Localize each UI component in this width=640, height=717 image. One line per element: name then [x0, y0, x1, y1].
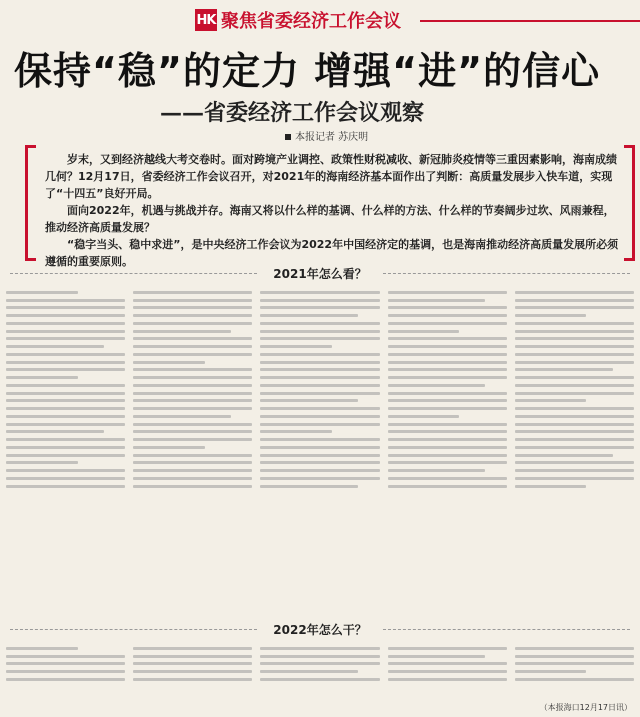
text-line	[133, 407, 252, 410]
text-line	[515, 407, 634, 410]
section-divider-2021	[0, 264, 640, 282]
text-line	[260, 454, 379, 457]
text-line	[515, 330, 634, 333]
text-line	[388, 314, 507, 317]
lead-paragraph: 面向2022年，机遇与挑战并存。海南又将以什么样的基调、什么样的方法、什么样的节奏阔步过坎、风雨兼程，推动经济高质量发展？	[45, 204, 615, 234]
text-line	[260, 461, 379, 464]
text-line	[515, 322, 634, 325]
text-line	[515, 469, 634, 472]
text-line	[133, 353, 252, 356]
text-line	[260, 368, 379, 371]
section-title-2021: 2021年怎么看？	[273, 266, 367, 281]
text-line	[133, 376, 252, 379]
text-line	[388, 469, 486, 472]
body-text-column	[260, 286, 379, 616]
text-line	[6, 647, 78, 650]
body-text-column	[6, 642, 125, 714]
text-line	[6, 454, 125, 457]
byline	[285, 128, 368, 143]
text-line	[388, 330, 460, 333]
body-text-column	[6, 286, 125, 616]
text-line	[515, 376, 634, 379]
text-line	[260, 485, 358, 488]
text-line	[260, 337, 379, 340]
right-bracket-icon	[624, 145, 635, 261]
text-line	[515, 485, 587, 488]
text-line	[260, 353, 379, 356]
text-line	[133, 670, 252, 673]
text-line	[515, 392, 634, 395]
text-line	[515, 399, 587, 402]
text-line	[133, 485, 252, 488]
text-line	[260, 392, 379, 395]
text-line	[515, 353, 634, 356]
text-line	[260, 384, 379, 387]
text-line	[260, 678, 379, 681]
text-line	[133, 384, 252, 387]
text-line	[260, 423, 379, 426]
text-line	[388, 392, 507, 395]
text-line	[6, 361, 125, 364]
subheadline: ——省委经济工作会议观察	[160, 100, 425, 126]
footer-note: （本报海口12月17日讯）	[536, 702, 632, 713]
text-line	[260, 430, 332, 433]
text-line	[388, 407, 507, 410]
text-line	[6, 446, 125, 449]
section-title-2022: 2022年怎么干？	[273, 622, 367, 637]
section-divider-2022	[0, 620, 640, 638]
text-line	[260, 299, 379, 302]
text-line	[6, 368, 125, 371]
text-line	[6, 330, 125, 333]
text-line	[6, 655, 125, 658]
text-line	[133, 647, 252, 650]
text-line	[133, 368, 252, 371]
text-line	[6, 423, 125, 426]
text-line	[515, 678, 634, 681]
text-line	[133, 330, 231, 333]
text-line	[388, 438, 507, 441]
text-line	[6, 291, 78, 294]
headline: 保持“稳”的定力 增强“进”的信心	[14, 49, 601, 93]
text-line	[388, 368, 507, 371]
hk-logo: HK	[195, 9, 217, 31]
left-bracket-icon	[25, 145, 36, 261]
text-line	[260, 670, 358, 673]
section-title: 聚焦省委经济工作会议	[221, 11, 401, 32]
text-line	[6, 438, 125, 441]
text-line	[6, 392, 125, 395]
text-line	[515, 438, 634, 441]
text-line	[388, 291, 507, 294]
text-line	[515, 655, 634, 658]
byline-text: 本报记者 苏庆明	[295, 132, 369, 143]
text-line	[6, 314, 125, 317]
text-line	[515, 430, 634, 433]
text-line	[260, 306, 379, 309]
byline-square-icon	[285, 134, 291, 140]
lead-paragraph: 岁末，又到经济越线大考交卷时。面对跨境产业调控、政策性财税减收、新冠肺炎疫情等三重因素影响，海南成绩几何？12月17日，省委经济工作会议召开，对2021年的海南经济基本面作出了判断：高质量发展步入快车道，实现了“十四五”良好开局。	[45, 153, 617, 200]
text-line	[388, 461, 507, 464]
text-line	[133, 399, 252, 402]
header-rule	[420, 20, 640, 22]
text-line	[133, 345, 252, 348]
text-line	[133, 415, 231, 418]
text-line	[133, 306, 252, 309]
text-line	[133, 430, 252, 433]
body-text-column	[388, 286, 507, 616]
text-line	[6, 469, 125, 472]
text-line	[515, 647, 634, 650]
text-line	[260, 399, 358, 402]
text-line	[515, 291, 634, 294]
text-line	[260, 345, 332, 348]
text-line	[6, 299, 125, 302]
text-line	[6, 477, 125, 480]
text-line	[515, 345, 634, 348]
text-line	[388, 485, 507, 488]
text-line	[515, 314, 587, 317]
text-line	[388, 345, 507, 348]
text-line	[515, 299, 634, 302]
text-line	[260, 647, 379, 650]
text-line	[388, 477, 507, 480]
text-line	[133, 299, 252, 302]
text-line	[6, 399, 125, 402]
text-line	[515, 477, 634, 480]
text-line	[6, 337, 125, 340]
body-text-column	[133, 286, 252, 616]
text-line	[515, 454, 613, 457]
text-line	[6, 678, 125, 681]
text-line	[6, 353, 125, 356]
text-line	[133, 655, 252, 658]
body-columns-1	[0, 286, 640, 616]
text-line	[388, 399, 507, 402]
text-line	[515, 662, 634, 665]
lead-paragraph: “稳字当头、稳中求进”，是中央经济工作会议为2022年中国经济定的基调，也是海南推动经济高质量发展所必须遵循的重要原则。	[45, 238, 619, 268]
body-text-column	[515, 286, 634, 616]
text-line	[388, 376, 507, 379]
text-line	[6, 345, 104, 348]
text-line	[388, 423, 507, 426]
text-line	[388, 655, 486, 658]
text-line	[388, 670, 507, 673]
text-line	[388, 647, 507, 650]
text-line	[260, 322, 379, 325]
text-line	[133, 454, 252, 457]
text-line	[515, 337, 634, 340]
lead-text	[45, 151, 620, 270]
text-line	[6, 461, 78, 464]
text-line	[6, 662, 125, 665]
text-line	[133, 446, 205, 449]
text-line	[515, 306, 634, 309]
text-line	[515, 446, 634, 449]
text-line	[260, 469, 379, 472]
text-line	[133, 314, 252, 317]
text-line	[515, 384, 634, 387]
text-line	[6, 430, 104, 433]
text-line	[133, 291, 252, 294]
text-line	[515, 368, 613, 371]
text-line	[388, 454, 507, 457]
text-line	[133, 361, 205, 364]
text-line	[133, 678, 252, 681]
text-line	[6, 306, 125, 309]
text-line	[388, 678, 507, 681]
text-line	[260, 415, 379, 418]
text-line	[388, 322, 507, 325]
text-line	[515, 415, 634, 418]
body-text-column	[260, 642, 379, 714]
text-line	[260, 361, 379, 364]
text-line	[515, 361, 634, 364]
text-line	[515, 423, 634, 426]
text-line	[133, 392, 252, 395]
lead-box	[25, 145, 635, 268]
text-line	[260, 438, 379, 441]
text-line	[388, 299, 486, 302]
text-line	[6, 415, 125, 418]
text-line	[388, 430, 507, 433]
text-line	[133, 423, 252, 426]
text-line	[260, 446, 379, 449]
text-line	[388, 353, 507, 356]
text-line	[388, 662, 507, 665]
text-line	[133, 662, 252, 665]
text-line	[388, 446, 507, 449]
text-line	[260, 330, 379, 333]
text-line	[133, 337, 252, 340]
text-line	[260, 477, 379, 480]
text-line	[133, 469, 252, 472]
text-line	[388, 361, 507, 364]
text-line	[260, 376, 379, 379]
text-line	[133, 461, 252, 464]
text-line	[388, 415, 460, 418]
body-text-column	[133, 642, 252, 714]
text-line	[6, 376, 78, 379]
text-line	[388, 337, 507, 340]
text-line	[6, 670, 125, 673]
text-line	[133, 477, 252, 480]
text-line	[6, 322, 125, 325]
text-line	[515, 461, 634, 464]
text-line	[515, 670, 587, 673]
body-text-column	[388, 642, 507, 714]
text-line	[388, 384, 486, 387]
text-line	[133, 438, 252, 441]
text-line	[260, 655, 379, 658]
text-line	[260, 662, 379, 665]
text-line	[133, 322, 252, 325]
text-line	[6, 384, 125, 387]
text-line	[6, 407, 125, 410]
text-line	[260, 407, 379, 410]
text-line	[6, 485, 125, 488]
text-line	[260, 314, 358, 317]
text-line	[260, 291, 379, 294]
text-line	[388, 306, 507, 309]
